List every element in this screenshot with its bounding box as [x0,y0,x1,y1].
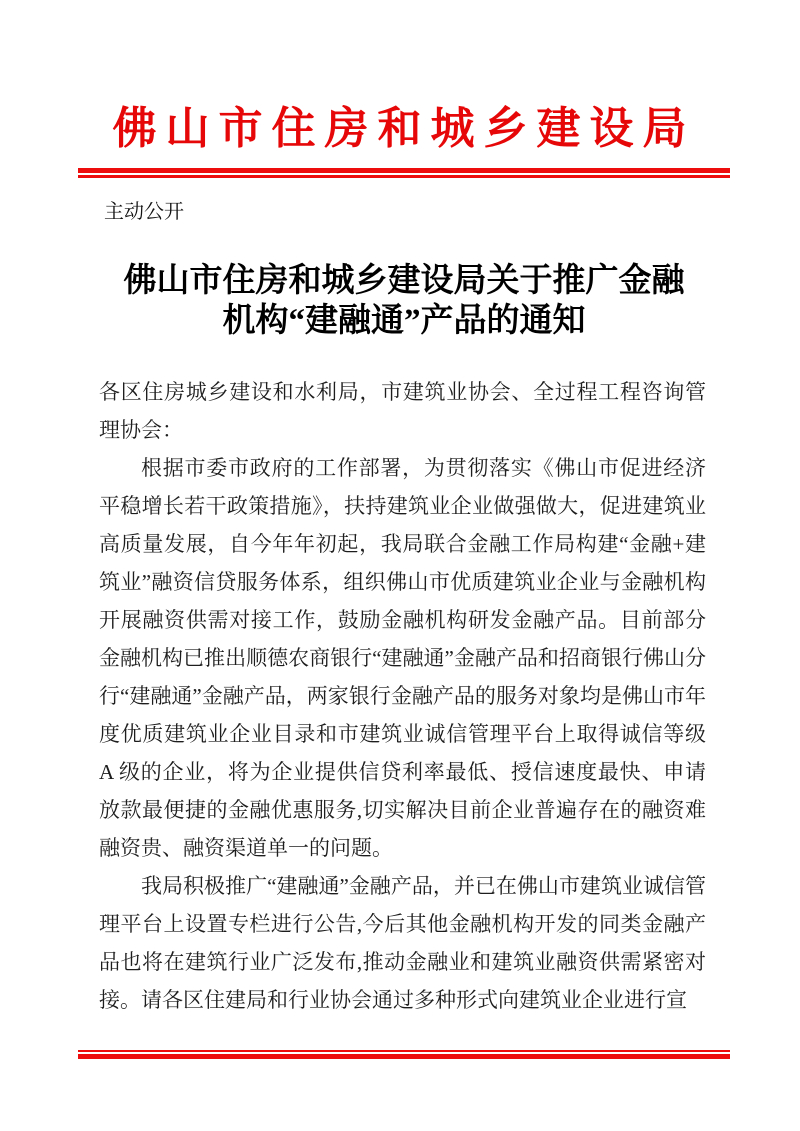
agency-title: 佛山市住房和城乡建设局 [112,104,696,153]
notice-title [78,261,730,341]
salutation: 各区住房城乡建设和水利局，市建筑业协会、全过程工程咨询管理协会： [99,380,706,442]
notice-body [99,373,706,1019]
body-paragraph-1: 根据市委市政府的工作部署，为贯彻落实《佛山市促进经济平稳增长若干政策措施》，扶持建筑业企业做强做大，促进建筑业高质量发展，自今年年初起，我局联合金融工作局构建“金融+建筑业”融资信贷服务体系，组织佛山市优质建筑业企业与金融机构开展融资供需对接工作，鼓励金融机构研发金融产品。目前部分金融机构已推出顺德农商银行“建融通”金融产品和招商银行佛山分行“建融通”金融产品，两家银行金融产品的服务对象均是佛山市年度优质建筑业企业目录和市建筑业诚信管理平台上取得诚信等级 A 级的企业，将为企业提供信贷利率最低、授信速度最快、申请放款最便捷的金融优惠服务,切实解决目前企业普遍存在的融资难融资贵、融资渠道单一的问题。 [99,456,706,860]
notice-title-line1: 佛山市住房和城乡建设局关于推广金融 [123,263,685,299]
header-divider [78,168,730,178]
notice-title-line2: 机构“建融通”产品的通知 [222,303,586,339]
footer-divider [78,1050,730,1059]
disclosure-label: 主动公开 [104,201,184,223]
body-paragraph-2: 我局积极推广“建融通”金融产品，并已在佛山市建筑业诚信管理平台上设置专栏进行公告,今后其他金融机构开发的同类金融产品也将在建筑行业广泛发布,推动金融业和建筑业融资供需紧密对接。请各区住建局和行业协会通过多种形式向建筑业企业进行宣 [99,874,706,1012]
